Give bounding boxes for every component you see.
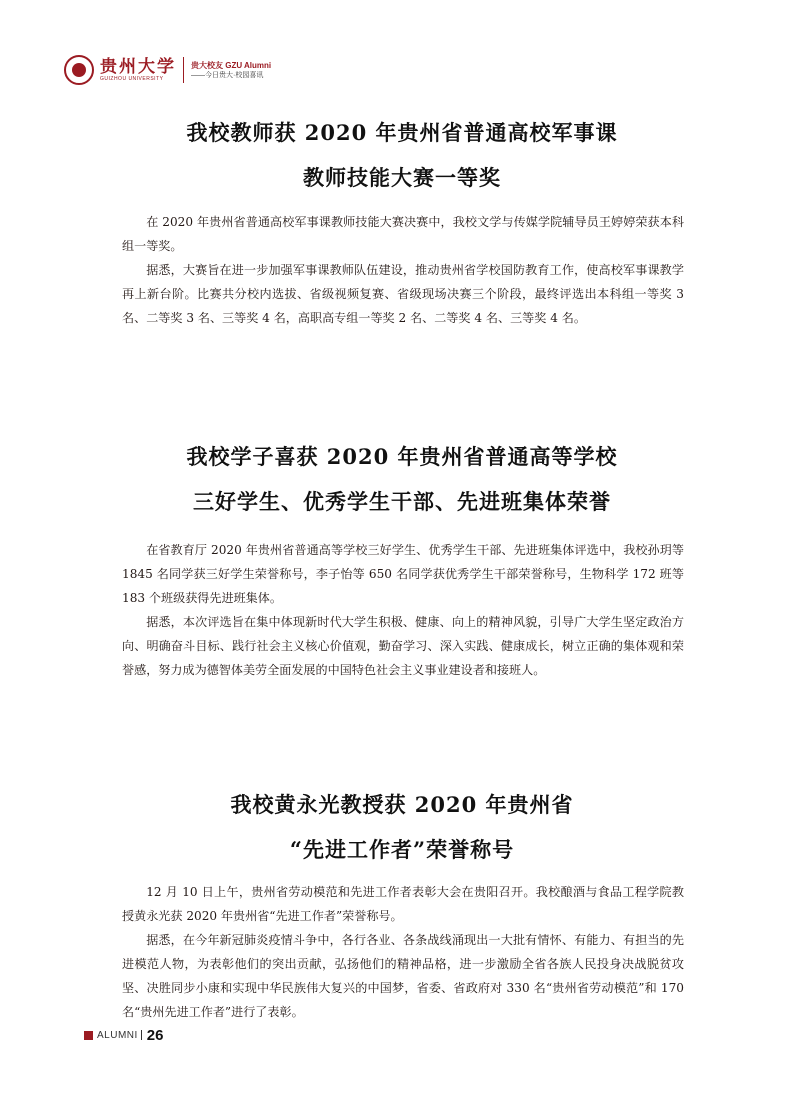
article-title-line2: 三好学生、优秀学生干部、先进班集体荣誉 — [193, 489, 611, 514]
article-title-line1: 我校黄永光教授获 2020 年贵州省 — [230, 792, 574, 817]
article-3-heading — [0, 785, 804, 869]
article-paragraph: 据悉，本次评选旨在集中体现新时代大学生积极、健康、向上的精神风貌，引导广大学生坚定政治方向、明确奋斗目标、践行社会主义核心价值观，勤奋学习、深入实践、健康成长，树立正确的集体观和荣誉感，努力成为德智体美劳全面发展的中国特色社会主义事业建设者和接班人。 — [122, 615, 684, 677]
article-2-body — [122, 538, 684, 682]
university-logo — [100, 58, 176, 83]
logo-english-name: GUIZHOU UNIVERSITY — [100, 75, 164, 82]
article-1-body — [122, 210, 684, 330]
alumni-tagline — [191, 60, 271, 81]
article-title-line1: 我校学子喜获 2020 年贵州省普通高等学校 — [186, 444, 618, 469]
footer-divider — [141, 1030, 142, 1040]
footer-label: ALUMNI — [97, 1029, 138, 1041]
article-paragraph: 据悉，在今年新冠肺炎疫情斗争中，各行各业、各条战线涌现出一大批有情怀、有能力、有担当的先进模范人物，为表彰他们的突出贡献，弘扬他们的精神品格，进一步激励全省各族人民投身决战脱贫攻坚、决胜同步小康和实现中华民族伟大复兴的中国梦，省委、省政府对 330 名“贵州省劳动模范”和 170 名“贵州先进工作者”进行了表彰。 — [122, 933, 684, 1019]
logo-chinese-name: 贵州大学 — [100, 56, 176, 77]
header-divider — [183, 57, 184, 83]
article-paragraph: 据悉，大赛旨在进一步加强军事课教师队伍建设，推动贵州省学校国防教育工作，使高校军事课教学再上新台阶。比赛共分校内选拔、省级视频复赛、省级现场决赛三个阶段，最终评选出本科组一等奖 3 名、二等奖 3 名、三等奖 4 名，高职高专组一等奖 2 名、二等奖 4 名、三等奖 4 名。 — [122, 263, 684, 325]
article-title-line2: “先进工作者”荣誉称号 — [289, 837, 515, 862]
university-seal-icon — [64, 55, 94, 85]
alumni-title: 贵大校友 GZU Alumni — [191, 60, 272, 70]
page-header — [64, 50, 271, 90]
article-title-line2: 教师技能大赛一等奖 — [303, 165, 501, 190]
article-3-body — [122, 880, 684, 1024]
article-paragraph: 在省教育厅 2020 年贵州省普通高等学校三好学生、优秀学生干部、先进班集体评选中，我校孙玥等 1845 名同学获三好学生荣誉称号，李子怡等 650 名同学获优秀学生干部荣誉称号，生物科学 172 班等 183 个班级获得先进班集体。 — [122, 543, 684, 605]
page-footer — [84, 1024, 163, 1046]
alumni-subtitle: ——今日贵大·校园喜讯 — [191, 71, 264, 79]
footer-square-icon — [84, 1031, 93, 1040]
article-1-heading — [0, 113, 804, 197]
article-title-line1: 我校教师获 2020 年贵州省普通高校军事课 — [186, 120, 618, 145]
article-2-heading — [0, 437, 804, 521]
page-number: 26 — [146, 1026, 164, 1044]
article-paragraph: 在 2020 年贵州省普通高校军事课教师技能大赛决赛中，我校文学与传媒学院辅导员王婷婷荣获本科组一等奖。 — [122, 215, 684, 253]
article-paragraph: 12 月 10 日上午，贵州省劳动模范和先进工作者表彰大会在贵阳召开。我校酿酒与食品工程学院教授黄永光获 2020 年贵州省“先进工作者”荣誉称号。 — [122, 885, 684, 923]
